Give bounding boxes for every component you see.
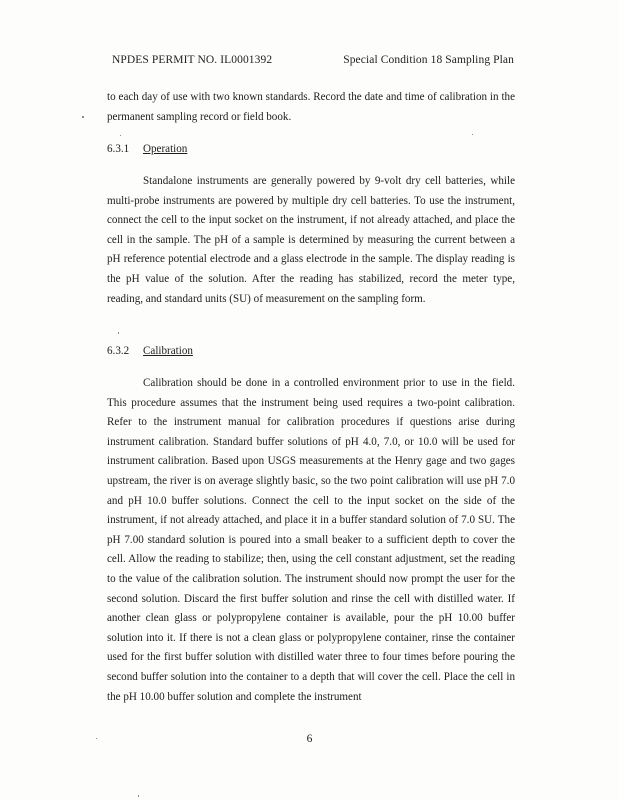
scan-speck [118, 332, 119, 334]
section-heading-calibration [107, 345, 193, 357]
scan-speck [472, 134, 473, 135]
scan-speck [96, 738, 97, 739]
section-title: Calibration [143, 345, 193, 357]
intro-paragraph: to each day of use with two known standards. Record the date and time of calibration in the permanent sampling record or field book. [107, 91, 515, 123]
operation-paragraph: Standalone instruments are generally powered by 9-volt dry cell batteries, while multi-probe instruments are powered by multiple dry cell batteries. To use the instrument, connect the cell to the input socket on the instrument, if not already attached, and place the cell in the sample. The pH of a sample is determined by measuring the current between a pH reference potential electrode and a glass electrode in the sample. The display reading is the pH value of the solution. After the reading has stabilized, record the meter type, reading, and standard units (SU) of measurement on the sampling form. [107, 175, 515, 305]
plan-title: Special Condition 18 Sampling Plan [343, 54, 514, 66]
scan-speck [82, 116, 84, 118]
page-number: 6 [306, 733, 313, 745]
scan-speck [120, 135, 121, 136]
calibration-paragraph: Calibration should be done in a controlled environment prior to use in the field. This procedure assumes that the instrument being used requires a two-point calibration. Refer to the instrument manual for calibration procedures if questions arise during instrument calibration. Standard buffer solutions of pH 4.0, 7.0, or 10.0 will be used for instrument calibration. Based upon USGS measurements at the Henry gage and two gages upstream, the river is on average slightly basic, so the two point calibration will use pH 7.0 and pH 10.0 buffer solutions. Connect the cell to the input socket on the side of the instrument, if not already attached, and place it in a buffer standard solution of 7.0 SU. The pH 7.00 standard solution is poured into a small beaker to a sufficient depth to cover the cell. Allow the reading to stabilize; then, using the cell constant adjustment, set the reading to the value of the calibration solution. The instrument should now prompt the user for the second solution. Discard the first buffer solution and rinse the cell with distilled water. If another clean glass or polypropylene container is available, pour the pH 10.00 buffer solution into it. If there is not a clean glass or polypropylene container, rinse the container used for the first buffer solution with distilled water three to four times before pouring the second buffer solution into the container to a depth that will cover the cell. Place the cell in the pH 10.00 buffer solution and complete the instrument [107, 377, 515, 703]
section-heading-operation [107, 143, 187, 155]
permit-number: NPDES PERMIT NO. IL0001392 [112, 54, 273, 66]
section-number: 6.3.2 [107, 345, 130, 357]
scan-speck [138, 795, 139, 797]
section-title: Operation [143, 143, 188, 155]
section-number: 6.3.1 [107, 143, 130, 155]
